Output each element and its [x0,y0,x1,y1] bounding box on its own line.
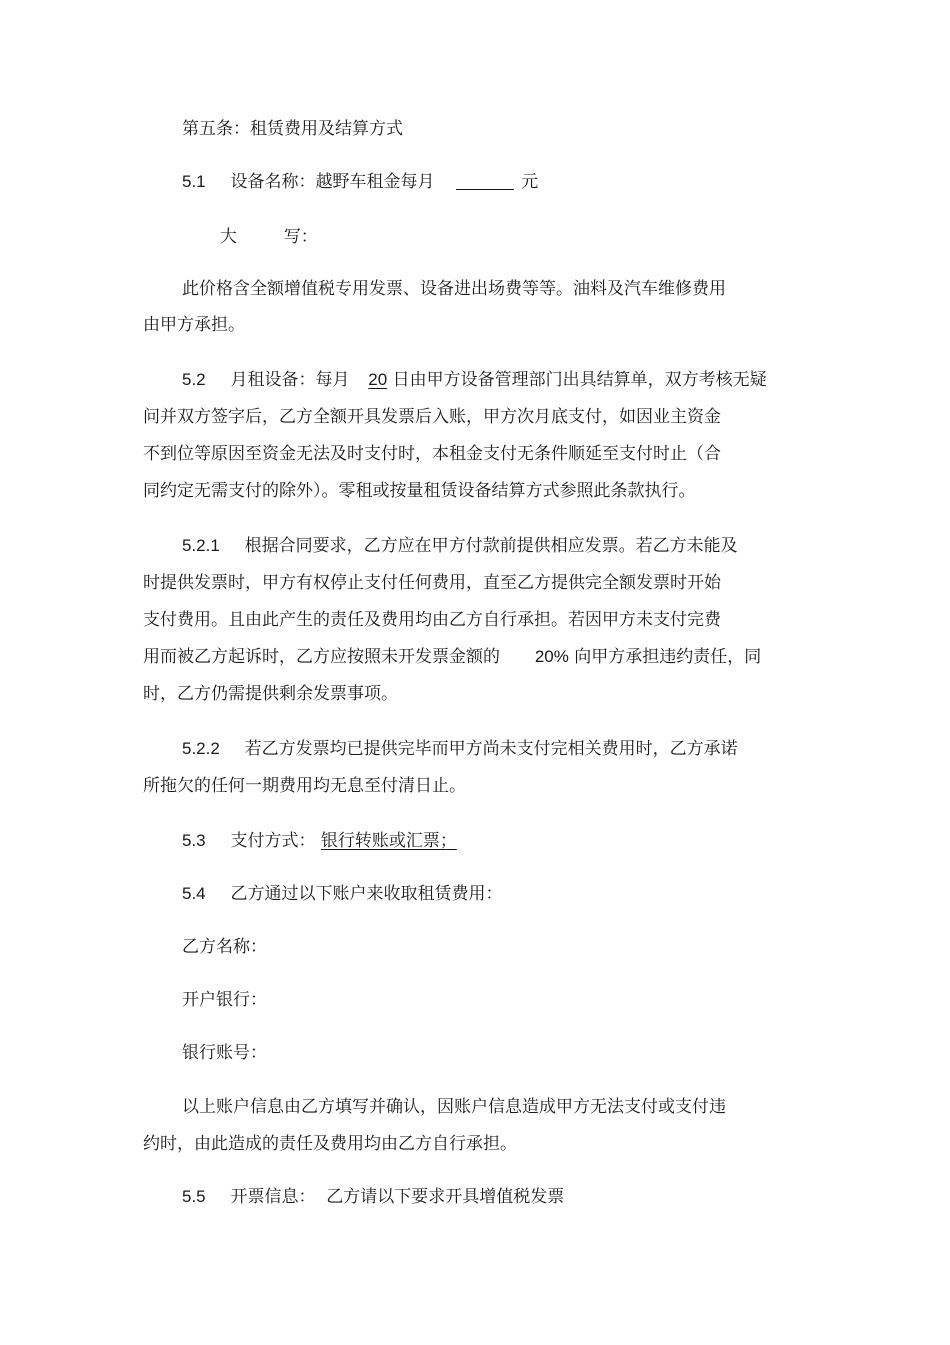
daxie-line [220,226,318,248]
price-note-line: 由甲方承担。 [143,315,245,335]
clause-5-2-2 [182,738,738,760]
clause-5-3 [182,830,457,852]
clause-5-2-line: 同约定无需支付的除外）。零租或按量租赁设备结算方式参照此条款执行。 [143,481,696,501]
party-b-name-label: 乙方名称： [182,937,267,957]
clause-number: 5.2 [182,370,206,389]
account-number-label: 银行账号： [182,1043,267,1063]
clause-5-2-line: 不到位等原因至资金无法及时支付时，本租金支付无条件顺延至支付时止（合 [143,444,721,464]
penalty-pre: 用而被乙方起诉时，乙方应按照未开发票金额的 [143,647,500,667]
settlement-day: 20 [368,370,388,389]
clause-5-2-1-line: 支付费用。且由此产生的责任及费用均由乙方自行承担。若因甲方未支付完费 [143,610,721,630]
payment-method-value: 银行转账或汇票； [320,831,457,851]
clause-number: 5.2.1 [182,536,220,555]
amount-blank [456,171,514,190]
clause-5-2 [182,369,767,391]
clause-5-2-pre: 月租设备：每月 [230,370,350,390]
clause-5-2-1-line: 时提供发票时，甲方有权停止支付任何费用，直至乙方提供完全额发票时开始 [143,573,721,593]
clause-5-2-post: 日由甲方设备管理部门出具结算单，双方考核无疑 [392,370,767,390]
clause-5-4-text: 乙方通过以下账户来收取租赁费用： [230,884,503,904]
bank-label: 开户银行： [182,990,267,1010]
penalty-percent: 20% [534,647,569,666]
clause-number: 5.5 [182,1187,206,1206]
clause-5-5 [182,1186,564,1208]
clause-5-1-label: 设备名称：越野车租金每月 [230,172,435,192]
clause-5-2-2-line: 所拖欠的任何一期费用均无息至付清日止。 [143,776,466,796]
payment-method-label: 支付方式： [230,831,316,851]
price-note-line: 此价格含全额增值税专用发票、设备进出场费等等。油料及汽车维修费用 [182,279,726,299]
clause-5-2-1 [182,535,738,557]
clause-5-2-line: 问并双方签字后，乙方全额开具发票后入账，甲方次月底支付，如因业主资金 [143,407,721,427]
clause-5-1 [182,171,538,193]
clause-5-2-1-line: 根据合同要求，乙方应在甲方付款前提供相应发票。若乙方未能及 [244,536,738,556]
daxie-char-a: 大 [220,227,237,247]
currency-unit: 元 [521,172,539,192]
clause-5-5-text: 开票信息： 乙方请以下要求开具增值税发票 [230,1187,565,1207]
clause-number: 5.3 [182,831,206,850]
clause-number: 5.4 [182,884,206,903]
account-note-line: 以上账户信息由乙方填写并确认，因账户信息造成甲方无法支付或支付违 [182,1097,726,1117]
clause-5-2-1-penalty-line [143,646,761,668]
article-title: 第五条：租赁费用及结算方式 [182,119,403,139]
clause-5-2-1-line: 时，乙方仍需提供剩余发票事项。 [143,684,398,704]
account-note-line: 约时，由此造成的责任及费用均由乙方自行承担。 [143,1134,517,1154]
penalty-post: 向甲方承担违约责任，同 [574,647,762,667]
clause-5-4 [182,883,502,905]
clause-5-2-2-line: 若乙方发票均已提供完毕而甲方尚未支付完相关费用时，乙方承诺 [244,739,738,759]
clause-number: 5.1 [182,172,206,191]
daxie-char-b: 写： [283,227,318,247]
clause-number: 5.2.2 [182,739,220,758]
